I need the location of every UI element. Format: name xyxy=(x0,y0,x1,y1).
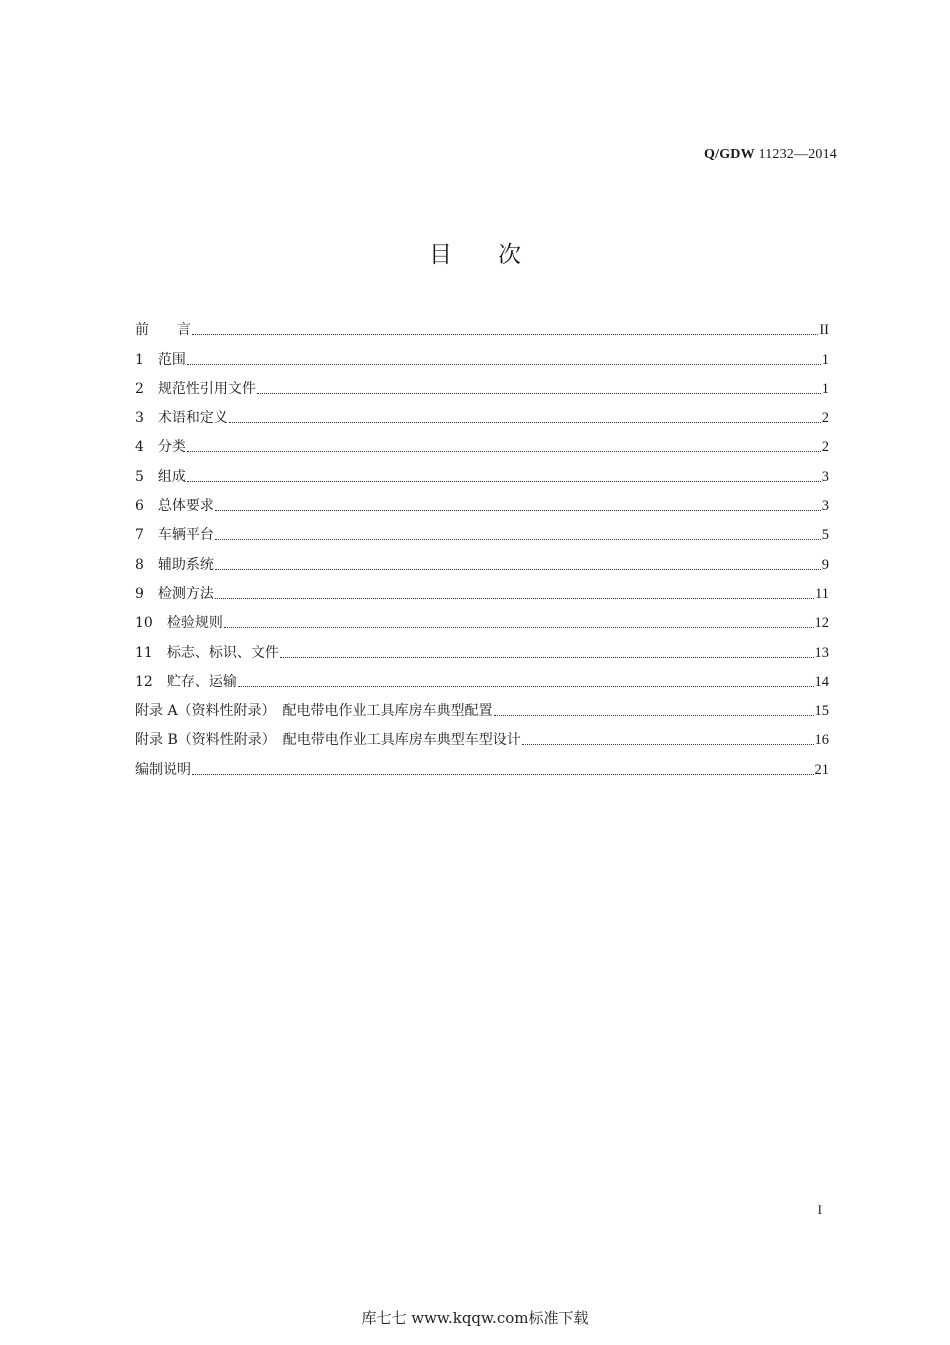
toc-entry-label: 4 分类 xyxy=(135,439,186,456)
toc-entry-page: 3 xyxy=(821,468,829,485)
standard-prefix: Q/GDW xyxy=(704,147,755,162)
dot-leader xyxy=(192,774,814,775)
toc-entry[interactable] xyxy=(135,311,829,340)
toc-entry-label: 10 检验规则 xyxy=(135,615,223,632)
dot-leader xyxy=(257,393,821,394)
page-title: 目次 xyxy=(429,242,567,268)
toc-entry[interactable] xyxy=(135,575,829,604)
dot-leader xyxy=(280,657,814,658)
toc-entry-page: 11 xyxy=(815,585,829,602)
toc-entry[interactable] xyxy=(135,663,829,692)
toc-entry-page: 15 xyxy=(814,703,829,720)
toc-entry-page: 2 xyxy=(821,439,829,456)
toc-entry-label: 9 检测方法 xyxy=(135,585,214,602)
dot-leader xyxy=(215,510,821,511)
toc-entry-label: 3 术语和定义 xyxy=(135,410,228,427)
toc-entry[interactable] xyxy=(135,633,829,662)
toc-entry-page: 13 xyxy=(814,644,829,661)
toc-entry-page: 16 xyxy=(814,732,829,749)
toc-entry-page: II xyxy=(819,322,829,339)
toc-entry-label: 编制说明 xyxy=(135,761,191,778)
toc-entry-label: 6 总体要求 xyxy=(135,498,214,515)
toc-entry[interactable] xyxy=(135,545,829,574)
toc-entry-label: 8 辅助系统 xyxy=(135,556,214,573)
dot-leader xyxy=(238,686,814,687)
toc-entry-page: 21 xyxy=(814,761,829,778)
toc-entry[interactable] xyxy=(135,370,829,399)
toc-entry[interactable] xyxy=(135,604,829,633)
dot-leader xyxy=(522,744,814,745)
page-number: I xyxy=(817,1202,822,1217)
toc-entry[interactable] xyxy=(135,516,829,545)
toc-entry[interactable] xyxy=(135,340,829,369)
table-of-contents xyxy=(135,311,829,780)
toc-entry[interactable] xyxy=(135,428,829,457)
watermark-text: 库七七 www.kqqw.com标准下载 xyxy=(361,1309,589,1327)
dot-leader xyxy=(187,451,821,452)
toc-entry-label: 前 言 xyxy=(135,322,191,339)
toc-entry[interactable] xyxy=(135,487,829,516)
standard-code xyxy=(704,147,837,163)
toc-entry-page: 12 xyxy=(814,615,829,632)
toc-entry-label: 2 规范性引用文件 xyxy=(135,380,256,397)
toc-entry-label: 7 车辆平台 xyxy=(135,527,214,544)
dot-leader xyxy=(224,627,814,628)
standard-number: 11232—2014 xyxy=(758,147,837,162)
dot-leader xyxy=(187,481,821,482)
toc-entry-label: 附录 A（资料性附录） 配电带电作业工具库房车典型配置 xyxy=(135,703,493,720)
dot-leader xyxy=(215,598,814,599)
toc-entry[interactable] xyxy=(135,399,829,428)
toc-entry[interactable] xyxy=(135,457,829,486)
dot-leader xyxy=(229,422,821,423)
toc-entry-page: 3 xyxy=(821,498,829,515)
toc-entry-page: 5 xyxy=(821,527,829,544)
toc-entry-page: 9 xyxy=(821,556,829,573)
toc-entry[interactable] xyxy=(135,750,829,779)
dot-leader xyxy=(215,569,821,570)
toc-entry-label: 12 贮存、运输 xyxy=(135,673,237,690)
toc-entry[interactable] xyxy=(135,721,829,750)
toc-entry-label: 11 标志、标识、文件 xyxy=(135,644,279,661)
dot-leader xyxy=(187,364,821,365)
toc-entry-label: 5 组成 xyxy=(135,468,186,485)
toc-entry-label: 1 范围 xyxy=(135,351,186,368)
toc-entry-page: 1 xyxy=(821,380,829,397)
toc-entry-page: 2 xyxy=(821,410,829,427)
toc-entry[interactable] xyxy=(135,692,829,721)
dot-leader xyxy=(494,715,814,716)
dot-leader xyxy=(215,539,821,540)
toc-entry-page: 14 xyxy=(814,673,829,690)
toc-entry-label: 附录 B（资料性附录） 配电带电作业工具库房车典型车型设计 xyxy=(135,732,521,749)
dot-leader xyxy=(192,334,818,335)
toc-entry-page: 1 xyxy=(821,351,829,368)
